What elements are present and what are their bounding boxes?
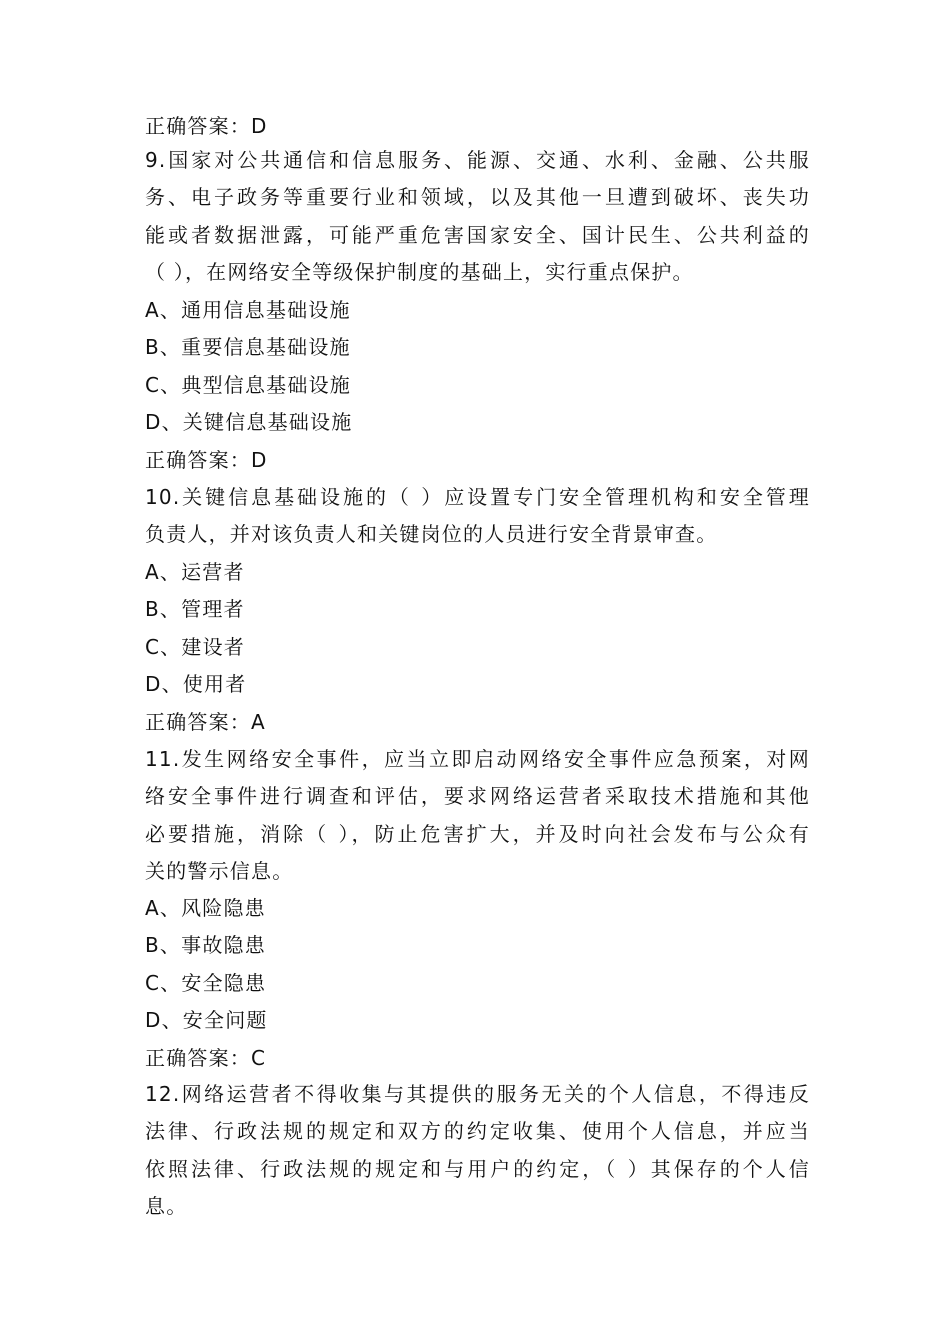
- question-12-line-3: 依照法律、行政法规的规定和与用户的约定，（ ）其保存的个人信: [145, 1157, 810, 1181]
- question-10-line-1: 10.关键信息基础设施的（ ）应设置专门安全管理机构和安全管理: [145, 485, 810, 509]
- question-10-line-2: 负责人，并对该负责人和关键岗位的人员进行安全背景审查。: [145, 522, 718, 546]
- option-a-q11: A、风险隐患: [145, 896, 266, 920]
- option-c-q9: C、典型信息基础设施: [145, 373, 351, 397]
- option-d-q11: D、安全问题: [145, 1008, 268, 1032]
- question-11-line-3: 必要措施，消除（ ），防止危害扩大，并及时向社会发布与公众有: [145, 822, 810, 846]
- question-9-line-3: 能或者数据泄露，可能严重危害国家安全、国计民生、公共利益的: [145, 223, 810, 247]
- question-12-line-1: 12.网络运营者不得收集与其提供的服务无关的个人信息，不得违反: [145, 1082, 810, 1106]
- option-a-q9: A、通用信息基础设施: [145, 298, 351, 322]
- option-b-q10: B、管理者: [145, 597, 245, 621]
- option-d-q10: D、使用者: [145, 672, 247, 696]
- option-d-q9: D、关键信息基础设施: [145, 410, 353, 434]
- answer-line-q9: 正确答案：D: [145, 448, 268, 472]
- question-11-line-1: 11.发生网络安全事件，应当立即启动网络安全事件应急预案，对网: [145, 747, 810, 771]
- question-12-line-2: 法律、行政法规的规定和双方的约定收集、使用个人信息，并应当: [145, 1119, 810, 1143]
- answer-line-q8: 正确答案：D: [145, 114, 268, 138]
- option-b-q11: B、事故隐患: [145, 933, 266, 957]
- option-c-q10: C、建设者: [145, 635, 245, 659]
- question-11-line-4: 关的警示信息。: [145, 859, 294, 883]
- question-9-line-1: 9.国家对公共通信和信息服务、能源、交通、水利、金融、公共服: [145, 148, 810, 172]
- option-a-q10: A、运营者: [145, 560, 245, 584]
- question-12-line-4: 息。: [145, 1194, 188, 1218]
- answer-line-q11: 正确答案：C: [145, 1046, 267, 1070]
- option-c-q11: C、安全隐患: [145, 971, 267, 995]
- question-9-line-2: 务、电子政务等重要行业和领域，以及其他一旦遭到破坏、丧失功: [145, 185, 810, 209]
- option-b-q9: B、重要信息基础设施: [145, 335, 351, 359]
- answer-line-q10: 正确答案：A: [145, 710, 266, 734]
- question-9-line-4: （ ），在网络安全等级保护制度的基础上，实行重点保护。: [145, 260, 694, 284]
- question-11-line-2: 络安全事件进行调查和评估，要求网络运营者采取技术措施和其他: [145, 784, 810, 808]
